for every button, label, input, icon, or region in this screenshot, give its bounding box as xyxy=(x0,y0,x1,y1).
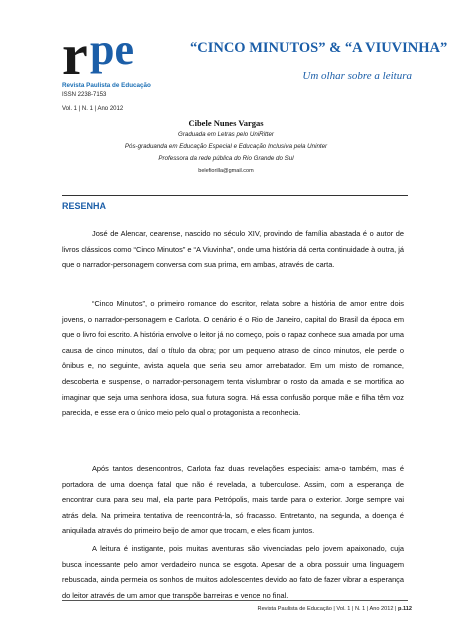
body-paragraph: Após tantos desencontros, Carlota faz duas revelações especiais: ama-o também, mas é portadora de uma doença fatal que não é revelada, a tuberculose. Assim, com a esperança de encontrar cura para seu mal, ela parte para Petrópolis, mais tarde para o exterior. Jorge sempre vai atrás dela. Na primeira tentativa de reencontrá-la, só fracasso. Entretanto, na segunda, a doença é aniquilada através do primeiro beijo de amor que trocam, e eles ficam juntos. xyxy=(62,464,404,536)
author-credential: Graduada em Letras pelo UniRitter xyxy=(178,131,274,138)
page-footer xyxy=(258,606,412,612)
logo-letter-r: r xyxy=(62,22,88,82)
section-heading: RESENHA xyxy=(62,201,107,211)
journal-logo xyxy=(62,22,172,102)
rpe-logo-icon xyxy=(62,22,172,82)
volume-info: Vol. 1 | N. 1 | Ano 2012 xyxy=(62,106,124,112)
author-credential: Pós-graduanda em Educação Especial e Educação Inclusiva pela Uninter xyxy=(124,143,328,150)
issn: ISSN 2238-7153 xyxy=(62,92,107,98)
article-title: “CINCO MINUTOS” & “A VIUVINHA” xyxy=(190,40,448,56)
author-credential: Professora da rede pública do Rio Grande do Sul xyxy=(158,155,294,162)
page-number: p.112 xyxy=(398,606,412,612)
body-paragraph: A leitura é instigante, pois muitas aventuras são vivenciadas pelo jovem apaixonado, cuja busca incessante pelo amor verdadeiro nunca se esgota. Apesar de a obra possuir uma linguagem rebuscada, ainda permeia os sonhos de muitos adolescentes devido ao fato de fazer vibrar a esperança do leitor através de um amor que transpõe barreiras e vence no final. xyxy=(62,544,404,600)
logo-subtitle: Revista Paulista de Educação xyxy=(62,82,151,89)
header-divider xyxy=(62,195,408,196)
logo-letters-pe: pe xyxy=(90,25,134,74)
footer-text: Revista Paulista de Educação | Vol. 1 | N. 1 | Ano 2012 | xyxy=(257,606,398,612)
author-email: belefiorilla@gmail.com xyxy=(198,168,254,174)
article-subtitle: Um olhar sobre a leitura xyxy=(302,70,412,82)
footer-divider xyxy=(62,600,408,601)
body-paragraph: José de Alencar, cearense, nascido no século XIV, provindo de família abastada é o autor de livros clássicos como “Cinco Minutos” e “A Viuvinha”, onde uma história dá certa continuidade à outra, já que o narrador-personagem conversa com sua prima, em ambas, através de carta. xyxy=(62,229,404,270)
body-paragraph: “Cinco Minutos”, o primeiro romance do escritor, relata sobre a história de amor entre dois jovens, o narrador-personagem e Carlota. O cenário é o Rio de Janeiro, capital do Brasil da época em que o livro foi escrito. A história envolve o leitor já no começo, pois o rapaz conhece sua amada por uma causa de cinco minutos, daí o título da obra; por um pequeno atraso de cinco minutos, ele perde o ônibus e, no seguinte, avista aquela que seria seu amor arrebatador. Em um misto de romance, descoberta e suspense, o narrador-personagem tenta vislumbrar o rosto da amada e se mortifica ao imaginar que seja uma senhora idosa, sua futura sogra. Há essa confusão porque mãe e filha têm voz parecida, e esse era o único meio pelo qual o protagonista a reconhecia. xyxy=(62,299,404,418)
author-name: Cibele Nunes Vargas xyxy=(188,118,264,128)
